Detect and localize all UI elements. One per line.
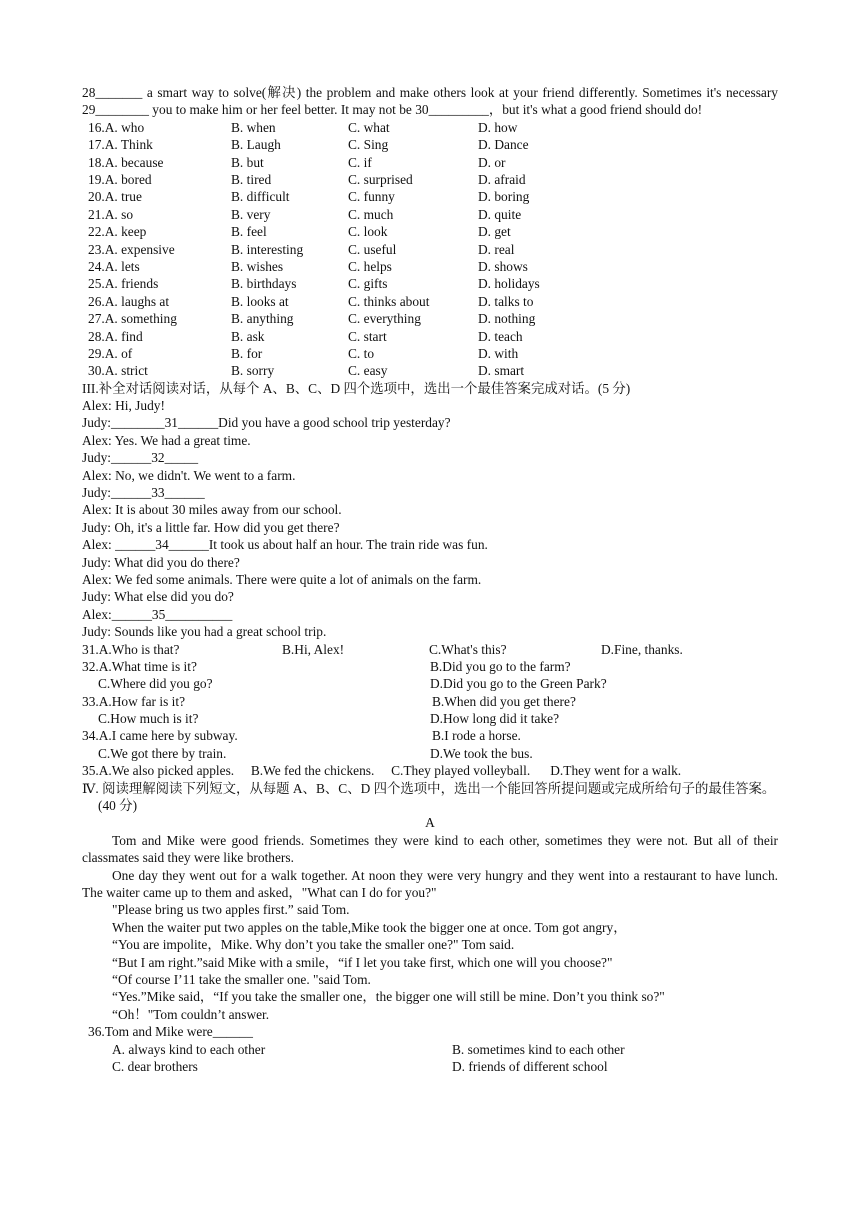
option: D. quite bbox=[478, 206, 522, 222]
option: D. get bbox=[478, 224, 511, 240]
option: B.When did you get there? bbox=[432, 693, 576, 709]
option: 32.A.What time is it? bbox=[82, 658, 197, 674]
option: 23.A. expensive bbox=[88, 241, 175, 257]
option: 30.A. strict bbox=[88, 363, 148, 379]
option: C. look bbox=[348, 224, 388, 240]
cloze-option-row bbox=[82, 136, 778, 153]
dialogue-line: Judy: Sounds like you had a great school trip. bbox=[82, 624, 327, 640]
option: C. funny bbox=[348, 189, 395, 205]
passage-paragraph: “You are impolite，Mike. Why don’t you take the smaller one?" Tom said. bbox=[112, 937, 515, 953]
dialogue-line: Alex:______35__________ bbox=[82, 606, 233, 622]
section-4-title: Ⅳ. 阅读理解阅读下列短文，从每题 A、B、C、D 四个选项中，选出一个能回答所提问题或完成所给句子的最佳答案。(40 分) bbox=[82, 780, 776, 814]
option: D. how bbox=[478, 119, 518, 135]
dialogue-line: Judy: What did you do there? bbox=[82, 554, 240, 570]
option: C. surprised bbox=[348, 171, 413, 187]
option: B. for bbox=[231, 345, 263, 361]
option: 29.A. of bbox=[88, 345, 133, 361]
option: B. birthdays bbox=[231, 276, 297, 292]
dialogue bbox=[82, 397, 778, 640]
option: B. sorry bbox=[231, 363, 275, 379]
dialogue-line: Alex: No, we didn't. We went to a farm. bbox=[82, 467, 296, 483]
cloze-option-row bbox=[82, 293, 778, 310]
option: 28.A. find bbox=[88, 328, 143, 344]
option: D. boring bbox=[478, 189, 530, 205]
option-row-31 bbox=[82, 641, 778, 658]
option-row bbox=[82, 1058, 778, 1075]
option: 20.A. true bbox=[88, 189, 142, 205]
option: 17.A. Think bbox=[88, 137, 153, 153]
cloze-option-row bbox=[82, 206, 778, 223]
cloze-options bbox=[82, 119, 778, 380]
cloze-option-row bbox=[82, 275, 778, 292]
option: 33.A.How far is it? bbox=[82, 693, 186, 709]
option: B. looks at bbox=[231, 293, 289, 309]
dialogue-line: Judy:________31______Did you have a good school trip yesterday? bbox=[82, 415, 451, 431]
option: C.We got there by train. bbox=[98, 745, 227, 761]
dialogue-line: Judy: What else did you do? bbox=[82, 589, 234, 605]
option: B. wishes bbox=[231, 258, 284, 274]
cloze-option-row bbox=[82, 241, 778, 258]
option: C. easy bbox=[348, 363, 388, 379]
option-row-32 bbox=[82, 658, 778, 675]
option: B.Did you go to the farm? bbox=[430, 658, 571, 674]
option: C. thinks about bbox=[348, 293, 430, 309]
cloze-option-row bbox=[82, 154, 778, 171]
option: D.We took the bus. bbox=[430, 745, 533, 761]
question-stem: 36.Tom and Mike were______ bbox=[88, 1024, 253, 1040]
option: B. anything bbox=[231, 311, 294, 327]
option: D. smart bbox=[478, 363, 525, 379]
option: B. difficult bbox=[231, 189, 290, 205]
dialogue-line: Alex: Hi, Judy! bbox=[82, 398, 165, 414]
option: C. what bbox=[348, 119, 390, 135]
option: D. shows bbox=[478, 258, 528, 274]
option: D. nothing bbox=[478, 311, 536, 327]
cloze-option-row bbox=[82, 258, 778, 275]
option: D. Dance bbox=[478, 137, 529, 153]
cloze-option-row bbox=[82, 345, 778, 362]
option: C. to bbox=[348, 345, 375, 361]
option-d: D. friends of different school bbox=[452, 1059, 608, 1074]
cloze-option-row bbox=[82, 310, 778, 327]
option: C. useful bbox=[348, 241, 397, 257]
option: D. real bbox=[478, 241, 515, 257]
option: D. teach bbox=[478, 328, 523, 344]
option-row-32b bbox=[82, 675, 778, 692]
option: B. interesting bbox=[231, 241, 304, 257]
option: D.How long did it take? bbox=[430, 711, 560, 727]
option: B. but bbox=[231, 154, 264, 170]
option: D.Did you go to the Green Park? bbox=[430, 676, 607, 692]
cloze-option-row bbox=[82, 119, 778, 136]
passage-paragraph: "Please bring us two apples first.” said Tom. bbox=[112, 902, 350, 918]
option: D. talks to bbox=[478, 293, 534, 309]
option-row-35: 35.A.We also picked apples. B.We fed the chickens. C.They played volleyball. D.They went for a walk. bbox=[82, 763, 682, 779]
option: 27.A. something bbox=[88, 311, 177, 327]
option: C.What's this? bbox=[429, 641, 507, 657]
cloze-option-row bbox=[82, 362, 778, 379]
option: D. holidays bbox=[478, 276, 540, 292]
cloze-passage-tail: 28_______ a smart way to solve(解决) the problem and make others look at your friend differently. Sometimes it's necessary 29________ you to make him or her feel better. It may not be 30_________，but it's what a good friend should do! bbox=[82, 85, 778, 118]
option: C. if bbox=[348, 154, 372, 170]
option-row-34 bbox=[82, 727, 778, 744]
option: B.Hi, Alex! bbox=[282, 641, 345, 657]
passage-paragraph: “Of course I’11 take the smaller one. "said Tom. bbox=[112, 972, 371, 988]
option: B. feel bbox=[231, 224, 267, 240]
passage-paragraph: One day they went out for a walk together. At noon they were very hungry and they went into a restaurant to have lunch. The waiter came up to them and asked，"What can I do for you?" bbox=[82, 867, 778, 901]
option: 18.A. because bbox=[88, 154, 164, 170]
option: D.Fine, thanks. bbox=[601, 641, 683, 657]
option: B. ask bbox=[231, 328, 265, 344]
question-36 bbox=[82, 1023, 778, 1075]
dialogue-line: Alex: We fed some animals. There were quite a lot of animals on the farm. bbox=[82, 571, 482, 587]
dialogue-line: Alex: ______34______It took us about half an hour. The train ride was fun. bbox=[82, 537, 488, 553]
dialogue-options bbox=[82, 641, 778, 780]
passage-label: A bbox=[425, 815, 435, 831]
dialogue-line: Alex: It is about 30 miles away from our school. bbox=[82, 502, 342, 518]
option-row-33 bbox=[82, 693, 778, 710]
cloze-option-row bbox=[82, 223, 778, 240]
cloze-option-row bbox=[82, 188, 778, 205]
option: 22.A. keep bbox=[88, 224, 147, 240]
passage-paragraph: Tom and Mike were good friends. Sometimes they were kind to each other, sometimes they were not. But all of their classmates said they were like brothers. bbox=[82, 832, 778, 866]
dialogue-line: Judy:______33______ bbox=[82, 485, 205, 501]
option-c: C. dear brothers bbox=[112, 1059, 198, 1074]
option: B. Laugh bbox=[231, 137, 281, 153]
option: D. afraid bbox=[478, 171, 526, 187]
option-row bbox=[82, 1041, 778, 1058]
cloze-option-row bbox=[82, 171, 778, 188]
option: B.I rode a horse. bbox=[432, 728, 521, 744]
option: C. everything bbox=[348, 311, 421, 327]
option: 34.A.I came here by subway. bbox=[82, 728, 238, 744]
option: 26.A. laughs at bbox=[88, 293, 170, 309]
option: D. with bbox=[478, 345, 519, 361]
option: C.How much is it? bbox=[98, 711, 199, 727]
option: 16.A. who bbox=[88, 119, 145, 135]
option: B. tired bbox=[231, 171, 272, 187]
option: 25.A. friends bbox=[88, 276, 159, 292]
option: B. very bbox=[231, 206, 271, 222]
option-row-33b bbox=[82, 710, 778, 727]
option-b: B. sometimes kind to each other bbox=[452, 1041, 625, 1057]
dialogue-line: Judy:______32_____ bbox=[82, 450, 199, 466]
passage-paragraph: When the waiter put two apples on the table,Mike took the bigger one at once. Tom got angry， bbox=[112, 919, 627, 935]
exam-page bbox=[82, 84, 778, 1075]
dialogue-line: Alex: Yes. We had a great time. bbox=[82, 432, 251, 448]
option: C. much bbox=[348, 206, 394, 222]
dialogue-line: Judy: Oh, it's a little far. How did you get there? bbox=[82, 519, 340, 535]
option: 21.A. so bbox=[88, 206, 134, 222]
option: 24.A. lets bbox=[88, 258, 140, 274]
reading-passage bbox=[82, 832, 778, 1023]
option-a: A. always kind to each other bbox=[112, 1041, 266, 1057]
passage-paragraph: “Yes.”Mike said，“If you take the smaller one，the bigger one will still be mine. Don’t you think so?" bbox=[112, 989, 665, 1005]
option: C. start bbox=[348, 328, 387, 344]
option-row-34b bbox=[82, 745, 778, 762]
option: B. when bbox=[231, 119, 276, 135]
passage-paragraph: “But I am right.”said Mike with a smile，“if I let you take first, which one will you choose?" bbox=[112, 954, 613, 970]
option: C. gifts bbox=[348, 276, 388, 292]
section-3-title: III.补全对话阅读对话，从每个 A、B、C、D 四个选项中，选出一个最佳答案完成对话。(5 分) bbox=[82, 380, 631, 396]
cloze-option-row bbox=[82, 328, 778, 345]
option: D. or bbox=[478, 154, 506, 170]
option: 31.A.Who is that? bbox=[82, 641, 180, 657]
option: C.Where did you go? bbox=[98, 676, 213, 692]
option: 19.A. bored bbox=[88, 171, 152, 187]
option: C. helps bbox=[348, 258, 392, 274]
option: C. Sing bbox=[348, 137, 389, 153]
passage-paragraph: “Oh！"Tom couldn’t answer. bbox=[112, 1006, 270, 1022]
